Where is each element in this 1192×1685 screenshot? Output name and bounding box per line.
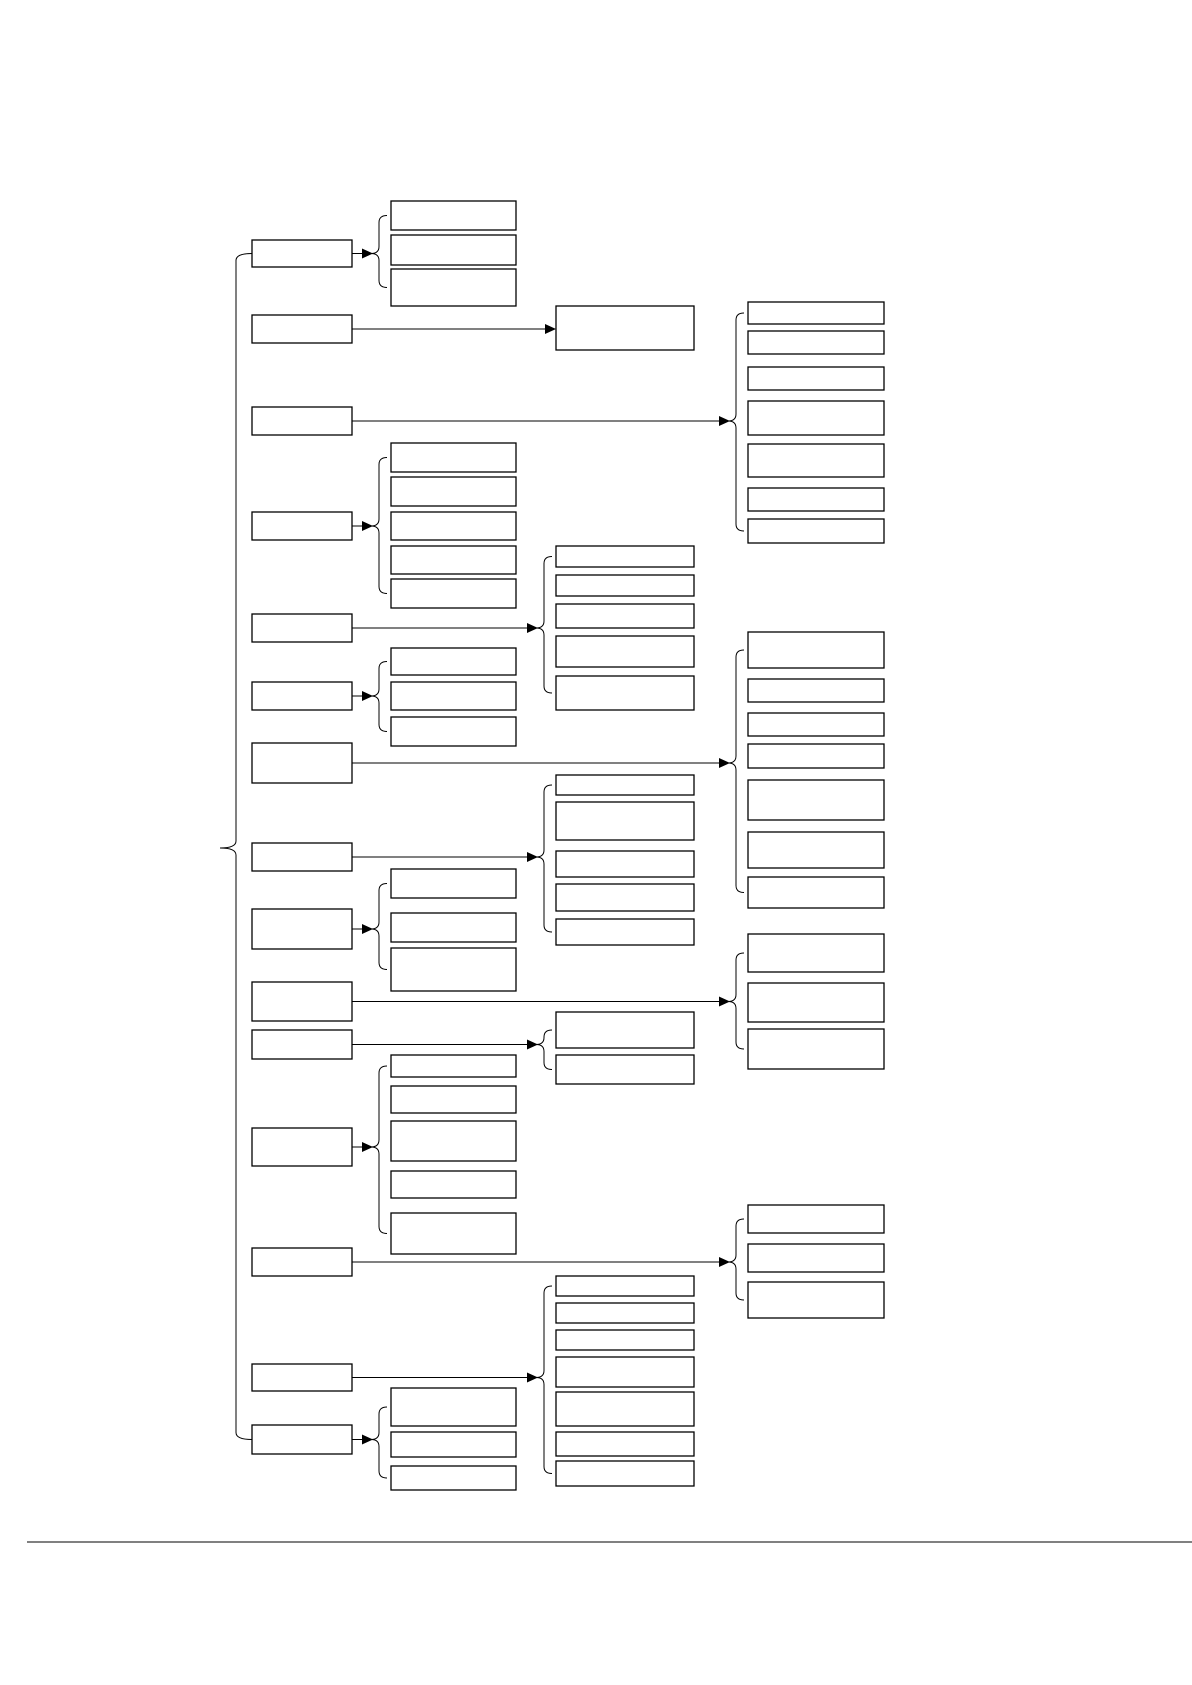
child-box-10-2 <box>748 983 884 1022</box>
child-box-5-2 <box>556 575 694 596</box>
level1-box-14 <box>252 1364 352 1391</box>
child-box-3-3 <box>748 367 884 390</box>
child-box-3-7 <box>748 519 884 543</box>
arrowhead-3 <box>719 416 730 426</box>
level1-box-1 <box>252 240 352 267</box>
level1-box-5 <box>252 614 352 642</box>
child-box-14-5 <box>556 1392 694 1426</box>
child-box-12-2 <box>391 1086 516 1113</box>
child-box-15-2 <box>391 1432 516 1457</box>
arrowhead-10 <box>719 997 730 1007</box>
child-box-8-1 <box>556 775 694 795</box>
child-brace-6 <box>371 662 387 732</box>
child-box-12-5 <box>391 1213 516 1254</box>
child-box-9-1 <box>391 869 516 898</box>
child-box-10-3 <box>748 1029 884 1069</box>
child-brace-10 <box>728 953 744 1049</box>
child-box-8-3 <box>556 851 694 877</box>
child-box-4-2 <box>391 477 516 506</box>
arrowhead-2 <box>545 324 556 334</box>
child-box-2-1 <box>556 306 694 350</box>
child-box-7-4 <box>748 744 884 768</box>
arrowhead-1 <box>362 249 373 259</box>
level1-box-9 <box>252 909 352 949</box>
child-box-8-4 <box>556 884 694 911</box>
arrowhead-9 <box>362 924 373 934</box>
child-box-5-3 <box>556 604 694 628</box>
child-brace-1 <box>371 216 387 288</box>
child-box-1-2 <box>391 235 516 265</box>
level1-box-10 <box>252 982 352 1021</box>
child-box-4-3 <box>391 512 516 540</box>
child-box-7-1 <box>748 632 884 668</box>
child-box-12-3 <box>391 1121 516 1161</box>
connector-layer <box>352 249 730 1445</box>
level1-box-11 <box>252 1030 352 1059</box>
child-brace-14 <box>536 1286 552 1474</box>
child-box-11-1 <box>556 1012 694 1048</box>
child-box-6-1 <box>391 648 516 675</box>
arrowhead-11 <box>527 1040 538 1050</box>
child-box-9-3 <box>391 948 516 991</box>
child-box-7-7 <box>748 877 884 908</box>
arrowhead-6 <box>362 691 373 701</box>
child-box-14-6 <box>556 1432 694 1456</box>
child-box-8-2 <box>556 802 694 840</box>
child-box-13-2 <box>748 1244 884 1272</box>
child-box-7-3 <box>748 713 884 736</box>
child-box-14-4 <box>556 1357 694 1387</box>
level1-box-3 <box>252 407 352 435</box>
child-box-11-2 <box>556 1055 694 1084</box>
child-brace-9 <box>371 884 387 970</box>
child-box-9-2 <box>391 913 516 942</box>
child-box-7-6 <box>748 832 884 868</box>
child-brace-12 <box>371 1066 387 1234</box>
child-box-5-5 <box>556 676 694 710</box>
level1-box-8 <box>252 843 352 871</box>
child-box-5-1 <box>556 546 694 567</box>
child-box-6-2 <box>391 682 516 710</box>
child-box-4-1 <box>391 443 516 472</box>
arrowhead-7 <box>719 758 730 768</box>
child-box-1-1 <box>391 201 516 230</box>
child-box-13-3 <box>748 1282 884 1318</box>
child-box-14-7 <box>556 1461 694 1486</box>
child-box-1-3 <box>391 269 516 306</box>
level1-box-4 <box>252 512 352 540</box>
child-box-3-4 <box>748 401 884 435</box>
arrowhead-15 <box>362 1435 373 1445</box>
child-box-3-2 <box>748 331 884 354</box>
child-brace-11 <box>536 1030 552 1070</box>
arrowhead-5 <box>527 623 538 633</box>
child-box-4-4 <box>391 546 516 574</box>
main-brace <box>220 254 252 1440</box>
child-box-12-1 <box>391 1055 516 1077</box>
child-brace-3 <box>728 313 744 531</box>
child-box-14-2 <box>556 1303 694 1323</box>
arrowhead-8 <box>527 852 538 862</box>
child-box-14-1 <box>556 1276 694 1296</box>
child-brace-13 <box>728 1219 744 1300</box>
level1-box-7 <box>252 743 352 783</box>
child-box-15-1 <box>391 1388 516 1426</box>
box-layer <box>252 201 884 1490</box>
child-box-6-3 <box>391 717 516 746</box>
arrowhead-14 <box>527 1373 538 1383</box>
level1-box-12 <box>252 1128 352 1166</box>
child-box-14-3 <box>556 1330 694 1350</box>
child-brace-4 <box>371 458 387 594</box>
child-brace-5 <box>536 557 552 694</box>
level1-box-6 <box>252 682 352 710</box>
level1-box-15 <box>252 1425 352 1454</box>
child-brace-15 <box>371 1407 387 1478</box>
child-box-7-5 <box>748 780 884 820</box>
child-box-15-3 <box>391 1466 516 1490</box>
level1-box-2 <box>252 315 352 343</box>
child-box-3-6 <box>748 488 884 511</box>
child-box-10-1 <box>748 934 884 972</box>
child-box-4-5 <box>391 579 516 608</box>
arrowhead-13 <box>719 1257 730 1267</box>
child-box-3-5 <box>748 444 884 477</box>
child-brace-8 <box>536 785 552 932</box>
arrowhead-12 <box>362 1142 373 1152</box>
level1-box-13 <box>252 1248 352 1276</box>
child-box-12-4 <box>391 1171 516 1198</box>
child-box-3-1 <box>748 302 884 324</box>
child-box-13-1 <box>748 1205 884 1233</box>
child-box-5-4 <box>556 636 694 667</box>
child-brace-7 <box>728 650 744 893</box>
child-box-7-2 <box>748 679 884 702</box>
child-box-8-5 <box>556 919 694 945</box>
arrowhead-4 <box>362 521 373 531</box>
